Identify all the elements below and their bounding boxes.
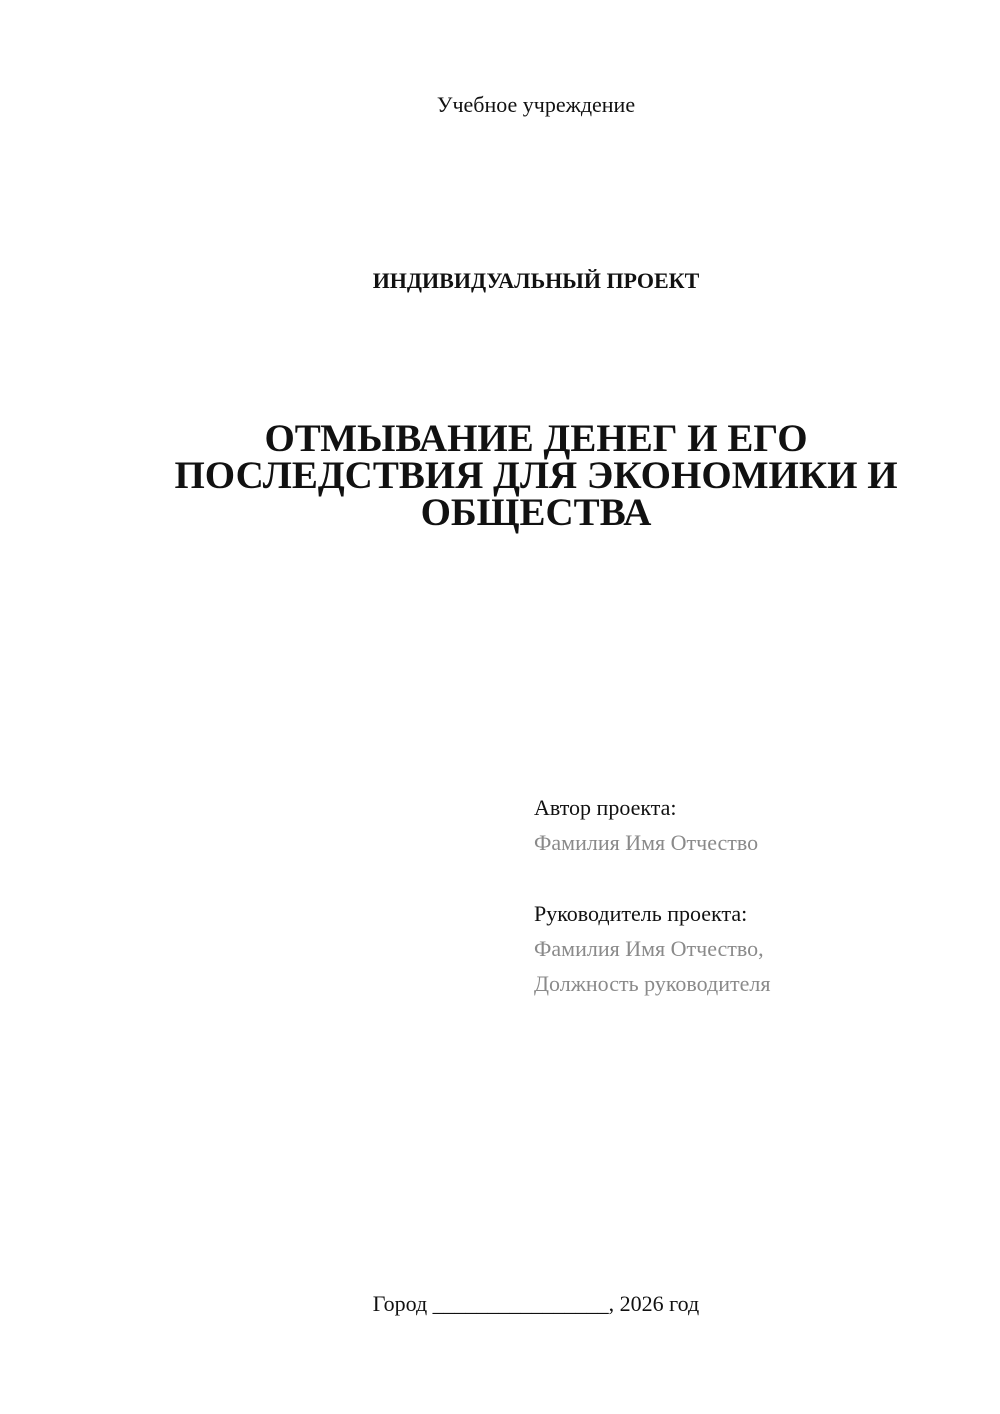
title-line: ОБЩЕСТВА bbox=[420, 491, 652, 534]
institution-name: Учебное учреждение bbox=[436, 92, 636, 117]
author-name: Фамилия Имя Отчество bbox=[534, 830, 759, 855]
title-line: ОТМЫВАНИЕ ДЕНЕГ И ЕГО bbox=[264, 417, 808, 460]
credits-block bbox=[534, 790, 954, 1001]
author-label: Автор проекта: bbox=[534, 795, 677, 820]
supervisor-name: Фамилия Имя Отчество, bbox=[534, 936, 764, 961]
supervisor-label: Руководитель проекта: bbox=[534, 901, 748, 926]
project-title bbox=[140, 417, 932, 534]
title-line: ПОСЛЕДСТВИЯ ДЛЯ ЭКОНОМИКИ И bbox=[174, 454, 898, 497]
supervisor-position: Должность руководителя bbox=[534, 971, 771, 996]
city-year-line: Город ________________, 2026 год bbox=[372, 1291, 700, 1316]
project-type: ИНДИВИДУАЛЬНЫЙ ПРОЕКТ bbox=[372, 268, 700, 293]
